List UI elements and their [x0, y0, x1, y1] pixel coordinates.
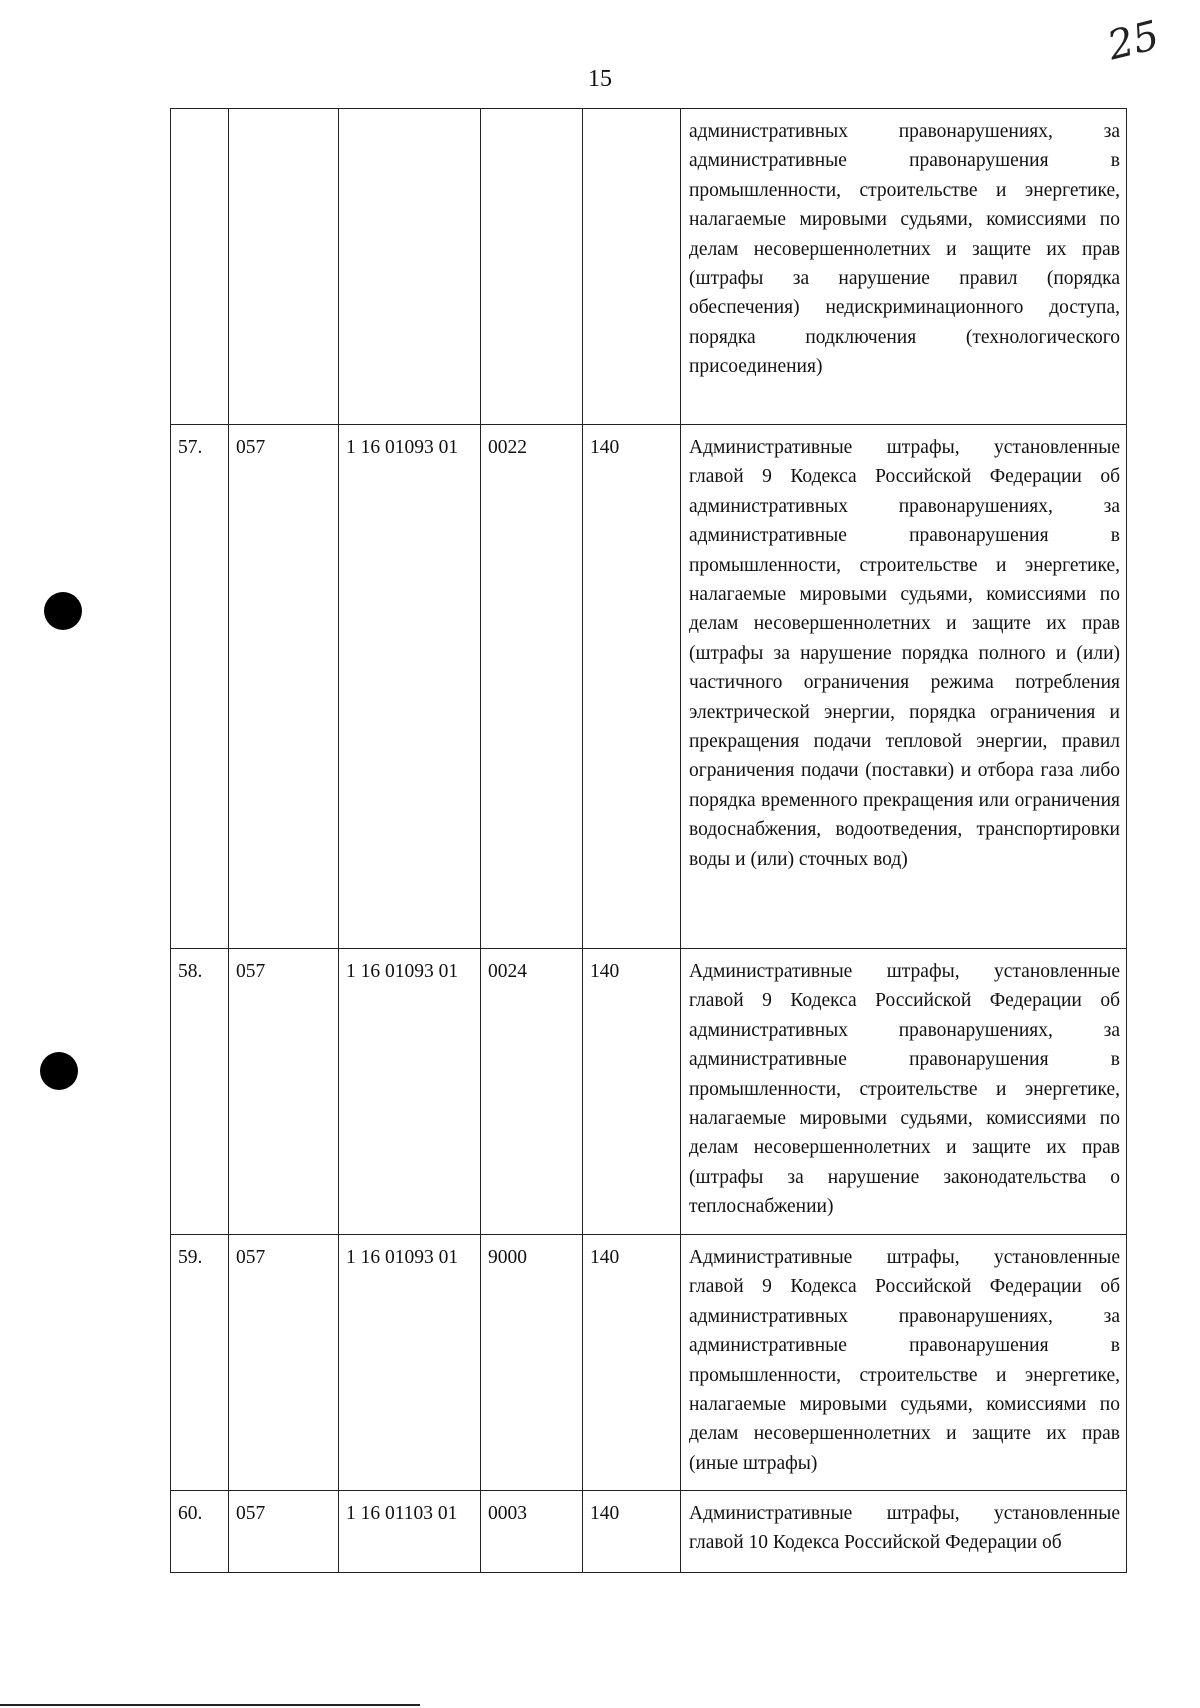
- admin-code-cell: [229, 109, 339, 425]
- revenue-code-table: [170, 108, 1127, 1573]
- kbk-type-cell: 140: [583, 1491, 681, 1573]
- table-row: [171, 1235, 1127, 1491]
- kbk-main-cell: [339, 109, 481, 425]
- kbk-main-cell: 1 16 01103 01: [339, 1491, 481, 1573]
- handwritten-archive-mark: 25: [1103, 12, 1164, 70]
- kbk-sub-cell: 9000: [481, 1235, 583, 1491]
- kbk-sub-cell: 0024: [481, 949, 583, 1235]
- description-cell: Административные штрафы, установленные главой 9 Кодекса Российской Федерации об административных правонарушениях, за административные правонарушения в промышленности, строительстве и энергетике, налагаемые мировыми судьями, комиссиями по делам несовершеннолетних и защите их прав (иные штрафы): [681, 1235, 1127, 1491]
- row-number-cell: 58.: [171, 949, 229, 1235]
- description-cell: Административные штрафы, установленные главой 9 Кодекса Российской Федерации об административных правонарушениях, за административные правонарушения в промышленности, строительстве и энергетике, налагаемые мировыми судьями, комиссиями по делам несовершеннолетних и защите их прав (штрафы за нарушение порядка полного и (или) частичного ограничения режима потребления электрической энергии, порядка ограничения и прекращения подачи тепловой энергии, правил ограничения подачи (поставки) и отбора газа либо порядка временного прекращения или ограничения водоснабжения, водоотведения, транспортировки воды и (или) сточных вод): [681, 425, 1127, 949]
- admin-code-cell: 057: [229, 1235, 339, 1491]
- row-number-cell: 60.: [171, 1491, 229, 1573]
- kbk-type-cell: 140: [583, 949, 681, 1235]
- kbk-sub-cell: 0022: [481, 425, 583, 949]
- table-row: [171, 109, 1127, 425]
- kbk-type-cell: 140: [583, 1235, 681, 1491]
- kbk-type-cell: 140: [583, 425, 681, 949]
- page-number: 15: [588, 66, 612, 92]
- punch-hole: [44, 592, 82, 630]
- kbk-sub-cell: 0003: [481, 1491, 583, 1573]
- admin-code-cell: 057: [229, 1491, 339, 1573]
- table-row: [171, 1491, 1127, 1573]
- description-cell: административных правонарушениях, за административные правонарушения в промышленности, строительстве и энергетике, налагаемые мировыми судьями, комиссиями по делам несовершеннолетних и защите их прав (штрафы за нарушение правил (порядка обеспечения) недискриминационного доступа, порядка подключения (технологического присоединения): [681, 109, 1127, 425]
- punch-hole: [40, 1052, 78, 1090]
- kbk-sub-cell: [481, 109, 583, 425]
- row-number-cell: 59.: [171, 1235, 229, 1491]
- description-cell: Административные штрафы, установленные главой 9 Кодекса Российской Федерации об административных правонарушениях, за административные правонарушения в промышленности, строительстве и энергетике, налагаемые мировыми судьями, комиссиями по делам несовершеннолетних и защите их прав (штрафы за нарушение законодательства о теплоснабжении): [681, 949, 1127, 1235]
- row-number-cell: [171, 109, 229, 425]
- kbk-main-cell: 1 16 01093 01: [339, 1235, 481, 1491]
- row-number-cell: 57.: [171, 425, 229, 949]
- kbk-main-cell: 1 16 01093 01: [339, 425, 481, 949]
- bottom-edge-rule: [0, 1704, 420, 1706]
- table-row: [171, 425, 1127, 949]
- admin-code-cell: 057: [229, 949, 339, 1235]
- description-cell: Административные штрафы, установленные главой 10 Кодекса Российской Федерации об: [681, 1491, 1127, 1573]
- kbk-type-cell: [583, 109, 681, 425]
- admin-code-cell: 057: [229, 425, 339, 949]
- table-row: [171, 949, 1127, 1235]
- kbk-main-cell: 1 16 01093 01: [339, 949, 481, 1235]
